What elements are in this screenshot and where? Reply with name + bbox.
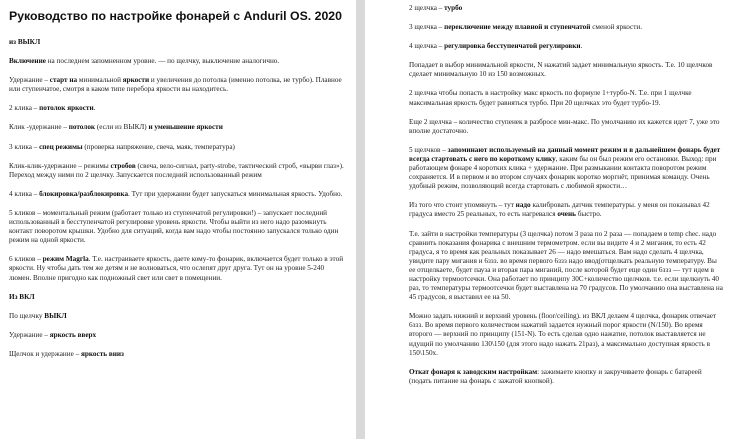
section-heading-off: из ВЫКЛ	[9, 38, 41, 46]
paragraph-max-brightness: 2 щелчка чтобы попасть в настройку макс яркость по формуле 1+турбо-N. Т.е. при 1 щелчке максимальная яркость будет равняться турбо. При 20 щелчках это будет турбо-19.	[409, 89, 692, 107]
paragraph-strobe-modes: Клик-клик-удержание – режимы стробов (свеча, вело-сигнал, party-strobe, тактический строб, «вырви глаз»). Переход между ними по 2 щелчку. Запускается последний использованный режим	[9, 161, 344, 179]
paragraph-ramp-toggle: 3 щелчка – переключение между плавной и ступенчатой сменой яркости.	[409, 23, 643, 32]
document-page-right	[365, 0, 729, 439]
paragraph-click-off: По щелчку ВЫКЛ	[9, 311, 67, 320]
paragraph-turbo: 2 щелчка – турбо	[409, 4, 463, 12]
paragraph-momentary: 5 кликов – моментальный режим (работает только из ступенчатой регулировки!) – запускает последний использованный в бесступенчатой регулировке уровень яркости. Чтобы выйти из него надо разомкнуть контакт поворотом крышки. Удобно для ситуаций, когда вам надо чтобы постоянно запускался только один режим на одной яркости.	[9, 208, 339, 245]
paragraph-floor-ceiling: Можно задать нижний и верхний уровень (floor/ceiling). из ВКЛ делаем 4 щелчка, фонарик отвечает 6ззз. Во время первого количеством нажатий задается нужный порог яркости (N/150). Во время второго — верхний по принципу (151-N). То есть сделав одно нажатие, потолок выставляется не идущий по умолчанию 130\150 (для этого надо нажать 21раз), а максимально доступная яркость в 150\150х.	[409, 312, 717, 357]
paragraph-step-count: Еще 2 щелчка – количество ступенек в разбросе мин-макс. По умолчанию их кажется идет 7, уже это вполне достаточно.	[409, 117, 720, 135]
paragraph-mode-memory: 5 щелчков – запоминают используемый на данный момент режим и в дальнейшем фонарь будет всегда стартовать с него по короткому клику, каким бы он был режим его остановки. Выход: при работающем фонаре 4 коротких клика + удержание. При размыкании контакта поворотом режим сохраняется. И в первом и во втором случаях фонарик коротко моргнёт, принимая команду. Очень удобный режим, позволяющий всегда стартовать с любимой яркости…	[409, 145, 721, 191]
paragraph-click-hold: Клик -удержание – потолок (если из ВЫКЛ) и уменьшение яркости	[9, 123, 223, 132]
paragraph-lockout: 4 клика – блокировка/разблокировка. Тут при удержании будет запускаться минимальная яркость. Удобно.	[9, 189, 343, 198]
paragraph-temp-procedure: Т.е. зайти в настройки температуры (3 щелчка) потом 3 раза по 2 раза — попадаем в temp chec. надо сравнить показания фонарика с внешним термометром. если вы видите 4 и 2 мигания, то есть 42 градуса, я то время как реальных показывает 26 — надо вмешаться. Вам надо сделать 4 щелчка, увидите пару мигания и 6ззз. во время первого 6ззз надо ввод(отщелкать реальную температуру. Вы ее отщелкаете, будет пауза и вторая пара миганий, после которой будет еще один 6ззз — тут идем в настройку термоотсечки. Она работает по принципу 30C+количество щелчков. т.е. если щелкнуть 40 раз, то температуры термоотсечки будет выставлена на 70 градусов. По умолчанию она выставлена на 45 градусов, я выставил ее на 50.	[409, 229, 723, 302]
paragraph-power-on: Включение на последнем запомненном уровне. — по щелчку, выключение аналогично.	[9, 57, 280, 66]
document-page-left	[0, 0, 356, 439]
document-title: Руководство по настройке фонарей с Anduril OS. 2020	[9, 9, 342, 23]
section-heading-on: Из ВКЛ	[9, 292, 35, 301]
paragraph-three-clicks: 3 клика – спец режимы (проверка напряжение, свеча, маяк, температура)	[9, 142, 235, 151]
paragraph-muggle: 6 кликов – режим Magгla. Т.е. настраиваете яркость, даете кому-то фонарик, включается будет только в этой яркости. Ну чтобы дать тем же детям и не волноваться, что ослепят друг друга. Тут он на уровне 5-240 люмен. Вполне пригодно как подножный свет или свет в помещении.	[9, 255, 344, 282]
paragraph-hold: Удержание – старт на минимальной яркости и увеличения до потолка (именно потолка, не турбо). Плавное или ступенчатое, смотря в каком типе перебора яркости вы находитесь.	[9, 76, 342, 94]
paragraph-min-brightness: Попадает в выбор минимальной яркости, N нажатий задает минимальную яркость. Т.е. 10 щелчков сделает минимальную 10 из 150 возможных.	[409, 61, 713, 79]
paragraph-two-clicks: 2 клика – потолок яркости.	[9, 104, 96, 113]
paragraph-ramp-config: 4 щелчка – регулировка бесступенчатой регулировки.	[409, 42, 583, 51]
paragraph-brightness-up: Удержание – яркость вверх	[9, 330, 97, 339]
paragraph-temp-calibration: Из того что стоит упомянуть – тут надо калибровать датчик температуры. у меня он показывал 42 градуса вместо 25 реальных, то есть нагревался очень быстро.	[409, 201, 710, 219]
paragraph-brightness-down: Щелчок и удержание – яркость вниз	[9, 349, 124, 358]
paragraph-factory-reset: Откат фонаря к заводским настройкам: зажимаете кнопку и закручиваете фонарь с батареей (подать питание на фонарь с зажатой кнопкой).	[409, 367, 702, 385]
